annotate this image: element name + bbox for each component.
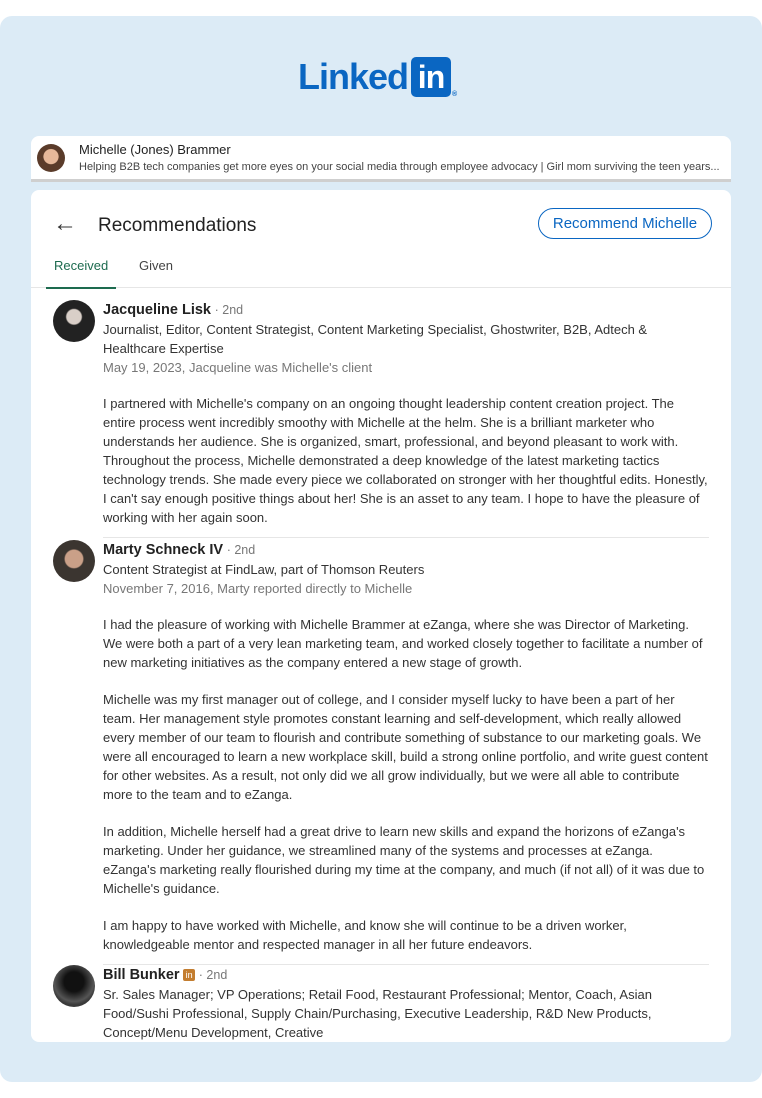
logo-text: Linked [298, 56, 409, 97]
page-title: Recommendations [98, 215, 257, 236]
recommendation-paragraph: I am happy to have worked with Michelle, and know she will continue to be a driven worker, knowledgeable mentor and respected manager in all her future endeavors. [103, 918, 627, 952]
divider [103, 537, 709, 538]
logo-badge: in [411, 57, 451, 97]
recommendation-date: May 19, 2023, Jacqueline was Michelle's client [103, 360, 373, 375]
recommender-avatar[interactable] [53, 540, 95, 582]
recommender-avatar[interactable] [53, 965, 95, 1007]
tab-received[interactable]: Received [46, 258, 116, 289]
recommendation-item [53, 540, 709, 965]
recommendation-paragraph: I had the pleasure of working with Michelle Brammer at eZanga, where she was Director of Marketing. We were both a part of a very lean marketing team, and worked closely together to facilitate a number of new marketing initiatives as the company entered a new stage of growth. [103, 617, 703, 670]
tab-given[interactable]: Given [139, 258, 173, 273]
profile-headline: Helping B2B tech companies get more eyes on your social media through employee advocacy | Girl mom surviving the teen years... [79, 161, 720, 173]
profile-bar [31, 136, 731, 182]
recommender-name[interactable]: Bill Bunker [103, 967, 180, 983]
profile-name[interactable]: Michelle (Jones) Brammer [79, 142, 231, 157]
recommendation-text: I partnered with Michelle's company on an ongoing thought leadership content creation project. The entire process went incredibly smoothy with Michelle at the helm. She is a brilliant marketer who understands her audience. She is organized, smart, professional, and beyond pleasant to work with. Throughout the process, Michelle demonstrated a deep knowledge of the latest marketing tactics technology trends. She made every piece we collaborated on stronger with her thoughtful edits. Honestly, I can't say enough positive things about her! She is an asset to any team. I hope to have the pleasure of working with her again soon. [103, 396, 708, 525]
recommender-name[interactable]: Jacqueline Lisk [103, 302, 211, 318]
recommender-avatar[interactable] [53, 300, 95, 342]
recommend-button[interactable]: Recommend Michelle [538, 208, 712, 239]
back-arrow-icon[interactable]: ← [53, 210, 77, 237]
profile-avatar[interactable] [37, 144, 65, 172]
recommendation-date: November 7, 2016, Marty reported directly to Michelle [103, 581, 413, 596]
recommender-headline: Journalist, Editor, Content Strategist, Content Marketing Specialist, Ghostwriter, B2B, Adtech & Healthcare Expertise [103, 322, 648, 356]
connection-degree: · 2nd [226, 543, 256, 557]
linkedin-logo: Linked in ® [298, 56, 457, 98]
recommender-name[interactable]: Marty Schneck IV [103, 542, 224, 558]
tabs [31, 248, 731, 288]
connection-degree: · 2nd [198, 968, 228, 982]
recommendation-item [53, 965, 709, 1042]
linkedin-premium-icon: in [183, 969, 195, 981]
recommender-headline: Content Strategist at FindLaw, part of Thomson Reuters [103, 562, 425, 577]
recommendation-item [53, 300, 709, 538]
recommendation-paragraph: Michelle was my first manager out of college, and I consider myself lucky to have been a part of her team. Her management style promotes constant learning and self-development, which really allowed every member of our team to flourish and contribute something of substance to our marketing goals. We were all encouraged to learn a new workplace skill, build a strong online portfolio, and write guest content for other websites. As a result, not only did we all grow individually, but we were all able to contribute more to the team and to eZanga. [103, 692, 708, 802]
recommendations-card [31, 190, 731, 1042]
recommender-headline: Sr. Sales Manager; VP Operations; Retail Food, Restaurant Professional; Mentor, Coach, Asian Food/Sushi Professional, Supply Chain/Purchasing, Executive Leadership, R&D New Products, Concept/Menu Development, Creative [103, 987, 652, 1040]
connection-degree: · 2nd [214, 303, 244, 317]
recommendation-paragraph: In addition, Michelle herself had a great drive to learn new skills and expand the horizons of eZanga's marketing. Under her guidance, we streamlined many of the systems and processes at eZanga. eZanga's marketing really flourished during my time at the company, and much (if not all) of it was due to Michelle's guidance. [103, 824, 705, 896]
